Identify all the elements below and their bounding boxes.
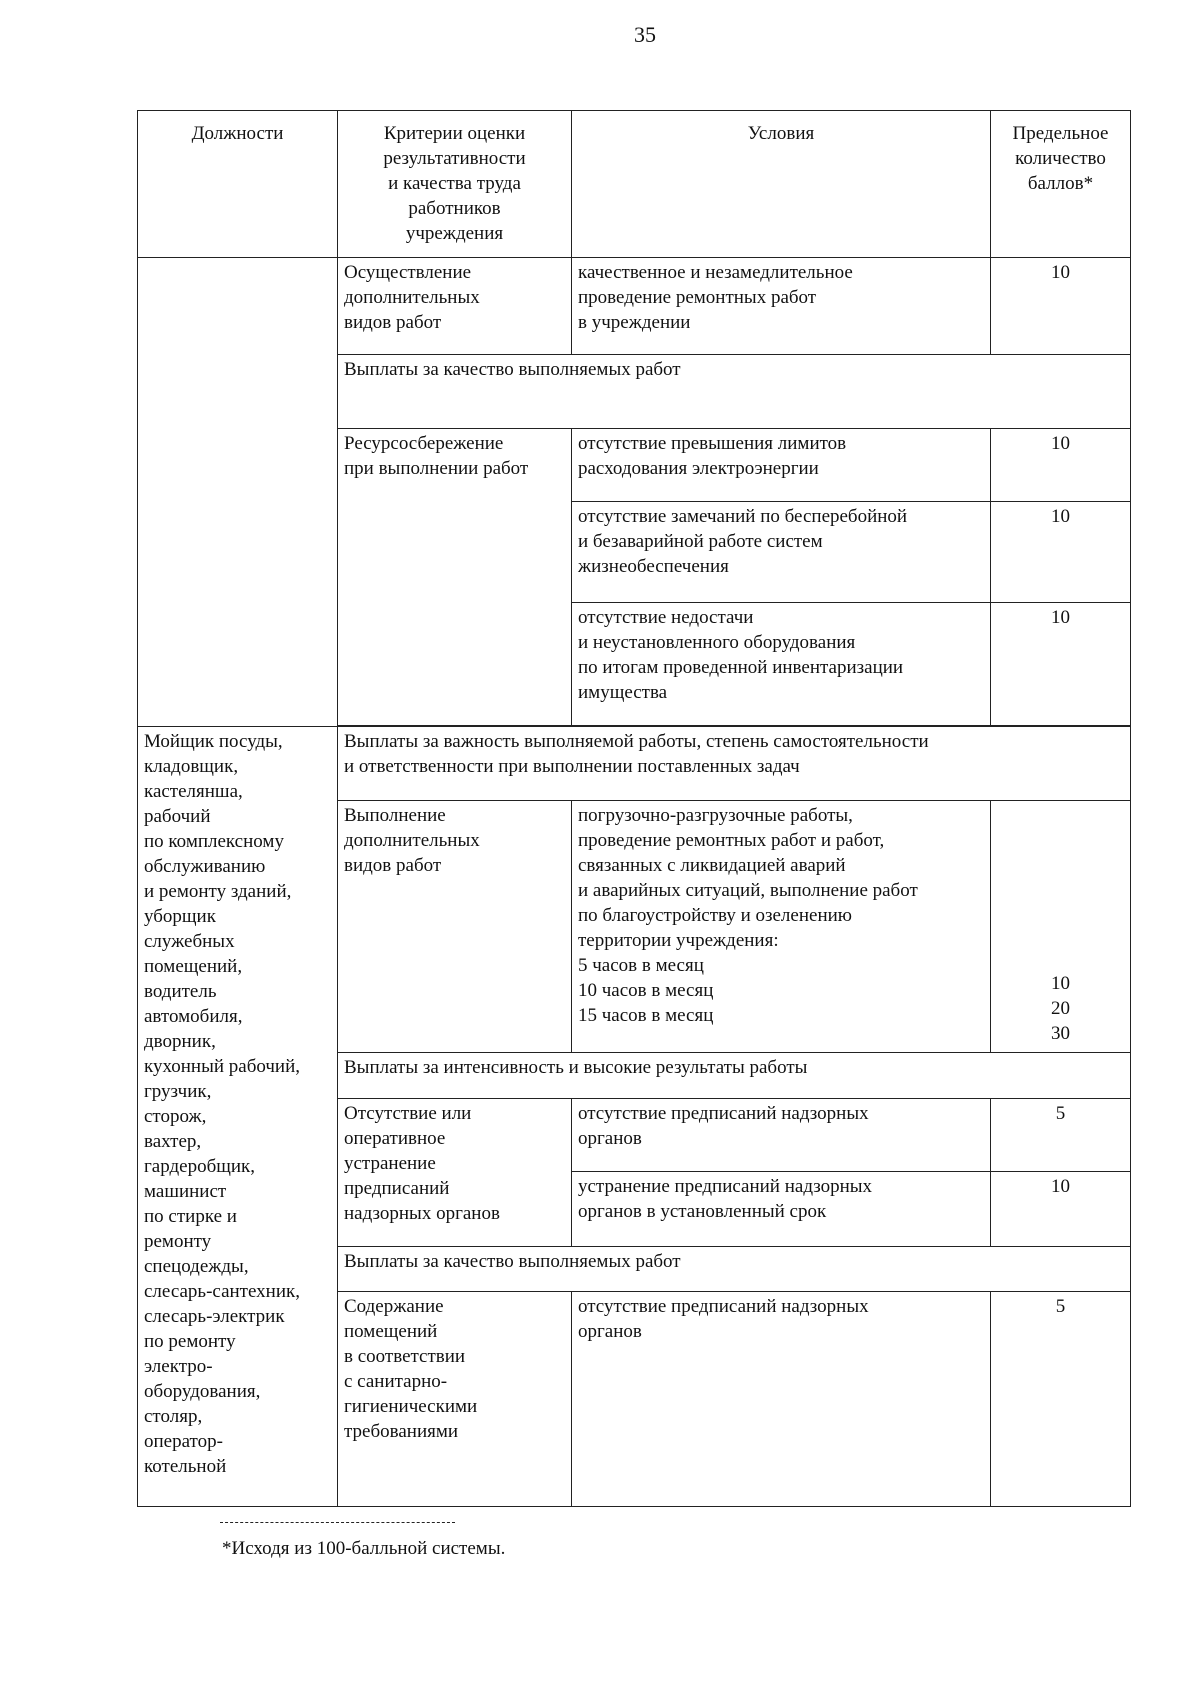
header-max-score [991,111,1131,258]
text-line: ремонту [144,1231,212,1252]
section-heading: Выплаты за качество выполняемых работ [338,1247,1131,1292]
text-line: 10 часов в месяц [578,980,714,1001]
text-line: погрузочно-разгрузочные работы, [578,805,853,826]
text-line: гигиеническими [344,1396,478,1417]
page-number: 35 [634,22,656,47]
section-row [138,727,1131,801]
section-heading: Выплаты за качество выполняемых работ [338,355,1131,429]
condition-cell [572,1172,991,1247]
text-line: учреждения [405,223,504,244]
text-line: 20 [1051,998,1070,1019]
text-line: и аварийных ситуаций, выполнение работ [578,880,918,901]
text-line: имущества [578,682,668,703]
text-line: служебных [144,931,235,952]
text-line: помещений [344,1321,438,1342]
table-row [138,258,1131,355]
text-line: с санитарно- [344,1371,448,1392]
text-line: котельной [144,1456,227,1477]
text-line: отсутствие превышения лимитов [578,433,847,454]
text-line: результативности [383,148,526,169]
positions-cell-empty [138,258,338,727]
text-line: рабочий [144,806,211,827]
section-heading [338,727,1131,801]
score-cell: 10 [991,603,1131,726]
text-line: гардеробщик, [144,1156,256,1177]
text-line: Осуществление [344,262,472,283]
text-line: связанных с ликвидацией аварий [578,855,846,876]
text-line: обслуживанию [144,856,266,877]
text-line: по стирке и [144,1206,237,1227]
text-line: 15 часов в месяц [578,1005,714,1026]
text-line: жизнеобеспечения [578,556,729,577]
criterion-cell [338,258,572,355]
header-conditions: Условия [572,111,991,258]
text-line: и неустановленного оборудования [578,632,856,653]
text-line: территории учреждения: [578,930,779,951]
text-line: и безаварийной работе систем [578,531,823,552]
criterion-cell [338,1099,572,1247]
criteria-table [137,110,1131,1507]
text-line: оператор- [144,1431,223,1452]
score-cell: 10 [991,429,1131,502]
text-line: по комплексному [144,831,284,852]
text-line: видов работ [344,312,442,333]
text-line: 30 [1051,1023,1070,1044]
text-line: Ресурсосбережение [344,433,504,454]
criterion-cell [338,429,572,726]
text-line: кастелянша, [144,781,243,802]
text-line: дополнительных [344,287,480,308]
score-cell: 10 [991,1172,1131,1247]
text-line: оборудования, [144,1381,261,1402]
text-line: дворник, [144,1031,216,1052]
text-line: дополнительных [344,830,480,851]
text-line: по ремонту [144,1331,236,1352]
text-line: органов [578,1321,642,1342]
score-cell: 5 [991,1292,1131,1507]
condition-cell [572,258,991,355]
text-line: Мойщик посуды, [144,731,283,752]
text-line: электро- [144,1356,213,1377]
text-line: по итогам проведенной инвентаризации [578,657,904,678]
text-line: количество [1015,148,1106,169]
text-line: проведение ремонтных работ [578,287,817,308]
text-line: качественное и незамедлительное [578,262,853,283]
text-line: и ответственности при выполнении поставленных задач [344,756,800,777]
text-line: работников [408,198,501,219]
text-line: по благоустройству и озеленению [578,905,852,926]
condition-cell [572,1099,991,1172]
condition-cell [572,603,991,726]
criterion-cell [338,1292,572,1507]
text-line: спецодежды, [144,1256,249,1277]
header-criteria [338,111,572,258]
text-line: отсутствие предписаний надзорных [578,1296,869,1317]
text-line: баллов* [1027,173,1094,194]
text-line: Выплаты за важность выполняемой работы, степень самостоятельности [344,731,929,752]
text-line: Предельное [1012,123,1109,144]
text-line: 10 [1051,973,1070,994]
condition-cell [572,1292,991,1507]
text-line: уборщик [144,906,216,927]
text-line: отсутствие предписаний надзорных [578,1103,869,1124]
text-line: органов в установленный срок [578,1201,827,1222]
text-line: расходования электроэнергии [578,458,819,479]
text-line: сторож, [144,1106,207,1127]
text-line: предписаний [344,1178,450,1199]
score-cell [991,801,1131,1053]
footnote: *Исходя из 100-балльной системы. [222,1538,506,1559]
score-cell: 10 [991,502,1131,603]
score-cell: 10 [991,258,1131,355]
text-line: кладовщик, [144,756,239,777]
text-line: Выполнение [344,805,446,826]
text-line: и качества труда [388,173,521,194]
text-line: Критерии оценки [383,123,526,144]
text-line: автомобиля, [144,1006,243,1027]
text-line: вахтер, [144,1131,202,1152]
text-line: устранение [344,1153,436,1174]
text-line: грузчик, [144,1081,212,1102]
hour-scores [997,971,1124,1046]
text-line: проведение ремонтных работ и работ, [578,830,885,851]
text-line: оперативное [344,1128,446,1149]
text-line: столяр, [144,1406,203,1427]
text-line: слесарь-сантехник, [144,1281,300,1302]
condition-cell [572,801,991,1053]
header-positions: Должности [138,111,338,258]
text-line: отсутствие замечаний по бесперебойной [578,506,908,527]
text-line: отсутствие недостачи [578,607,754,628]
text-line: в учреждении [578,312,691,333]
text-line: в соответствии [344,1346,466,1367]
condition-cell [572,429,991,502]
text-line: видов работ [344,855,442,876]
criterion-cell [338,801,572,1053]
section-heading: Выплаты за интенсивность и высокие результаты работы [338,1053,1131,1099]
score-cell: 5 [991,1099,1131,1172]
positions-cell [138,727,338,1507]
header-row [138,111,1131,258]
text-line: Содержание [344,1296,444,1317]
text-line: водитель [144,981,217,1002]
text-line: и ремонту зданий, [144,881,292,902]
text-line: требованиями [344,1421,459,1442]
footnote-divider [220,1522,455,1523]
text-line: надзорных органов [344,1203,500,1224]
text-line: помещений, [144,956,243,977]
text-line: органов [578,1128,642,1149]
text-line: кухонный рабочий, [144,1056,301,1077]
text-line: машинист [144,1181,227,1202]
text-line: 5 часов в месяц [578,955,704,976]
condition-cell [572,502,991,603]
text-line: устранение предписаний надзорных [578,1176,873,1197]
text-line: слесарь-электрик [144,1306,285,1327]
text-line: Отсутствие или [344,1103,472,1124]
text-line: при выполнении работ [344,458,529,479]
